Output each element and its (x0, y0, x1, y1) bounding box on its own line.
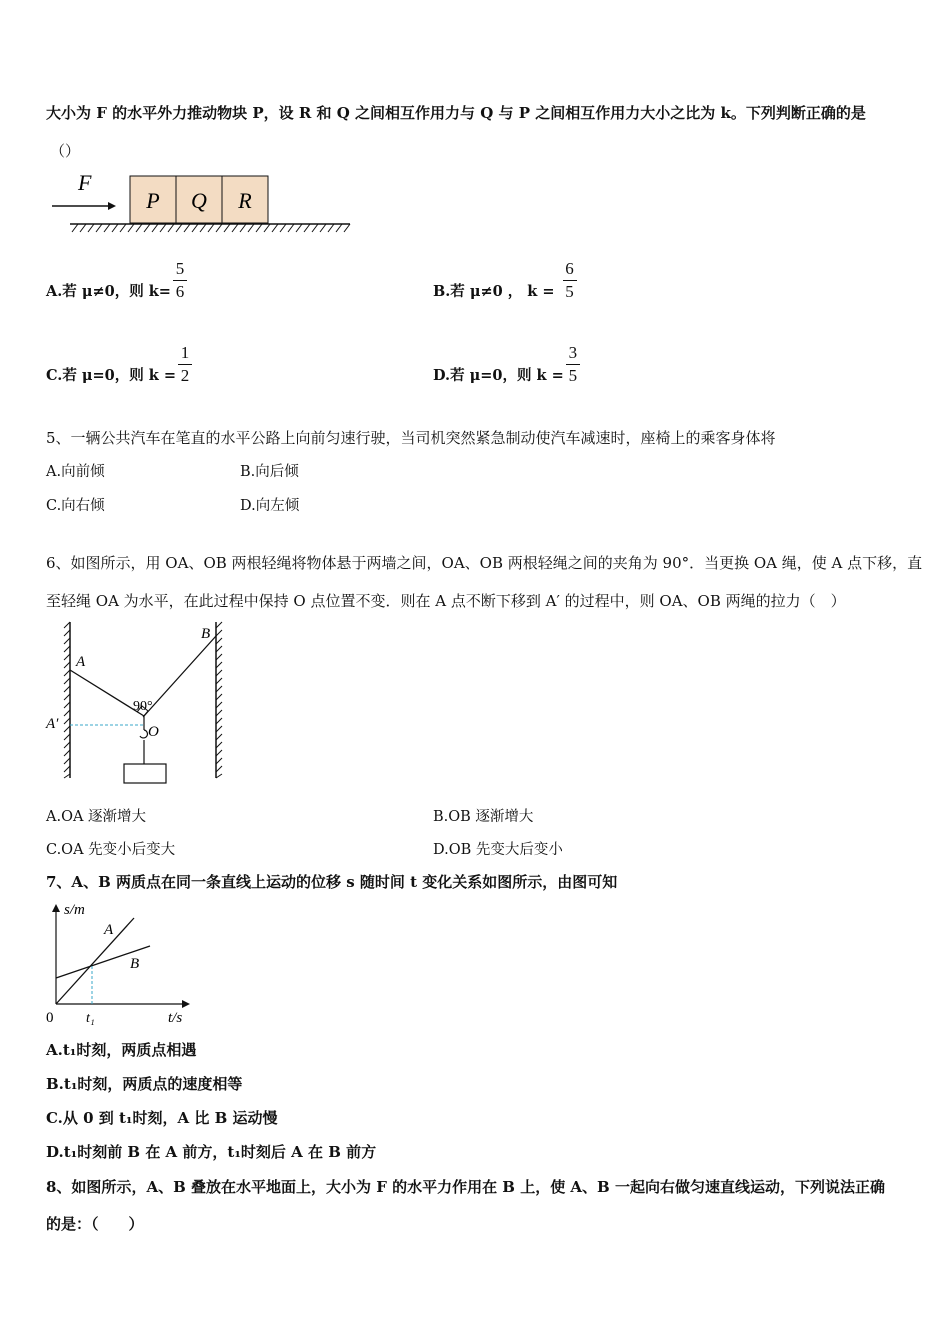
block-p-label: P (146, 188, 160, 213)
q5-option-b[interactable]: B.向后倾 (240, 464, 299, 480)
q7-stem: 7、A、B 两质点在同一条直线上运动的位移 s 随时间 t 变化关系如图所示，由图可知 (46, 873, 618, 891)
q4-option-c[interactable] (46, 342, 192, 385)
q7-option-d[interactable]: D.t₁时刻前 B 在 A 前方，t₁时刻后 A 在 B 前方 (46, 1143, 377, 1161)
q7-option-a[interactable]: A.t₁时刻，两质点相遇 (46, 1041, 197, 1059)
line-b-label: B (130, 956, 140, 972)
q4-option-d-text: D.若 μ=0，则 k = (433, 367, 564, 384)
t1-label: t₁ (86, 1011, 95, 1026)
q4-option-d[interactable] (433, 342, 580, 385)
q4-option-a[interactable] (46, 258, 187, 301)
q4-option-d-fraction: $\frac{3}{5}$ (566, 344, 580, 384)
rope-ob (144, 636, 216, 716)
q8-stem-line2: 的是：（ ） (46, 1215, 144, 1233)
q4-figure-blocks (46, 168, 356, 238)
q4-stem-line1: 大小为 F 的水平外力推动物块 P，设 R 和 Q 之间相互作用力与 Q 与 P 之间相互作用力大小之比为 k。下列判断正确的是 (46, 104, 866, 122)
q6-option-d[interactable]: D.OB 先变大后变小 (433, 842, 563, 858)
q4-option-a-fraction: $\frac{5}{6}$ (173, 260, 187, 300)
q6-stem-line2: 至轻绳 OA 为水平，在此过程中保持 O 点位置不变．则在 A 点不断下移到 A′ 的过程中，则 OA、OB 两绳的拉力（ ） (46, 592, 846, 610)
label-a: A (76, 654, 86, 670)
q4-option-b-fraction: $\frac{6}{5}$ (563, 260, 577, 300)
left-wall (64, 622, 70, 778)
q6-option-b[interactable]: B.OB 逐渐增大 (433, 809, 534, 825)
q7-figure-graph (44, 898, 194, 1028)
q7-option-b[interactable]: B.t₁时刻，两质点的速度相等 (46, 1075, 243, 1093)
ground-hatch (72, 224, 350, 232)
q4-option-b[interactable] (433, 258, 577, 301)
label-b: B (201, 626, 211, 642)
q4-option-b-text: B.若 μ≠0 ， k = (433, 283, 555, 300)
force-arrow-head (108, 202, 116, 210)
q4-option-c-fraction: $\frac{1}{2}$ (178, 344, 192, 384)
q5-option-a[interactable]: A.向前倾 (46, 464, 105, 480)
label-o: O (148, 724, 159, 740)
q5-option-c[interactable]: C.向右倾 (46, 498, 105, 514)
q6-stem-line1: 6、如图所示，用 OA、OB 两根轻绳将物体悬于两墙之间，OA、OB 两根轻绳之间的夹角为 90°．当更换 OA 绳，使 A 点下移，直 (46, 554, 923, 572)
q5-stem: 5、一辆公共汽车在笔直的水平公路上向前匀速行驶，当司机突然紧急制动使汽车减速时，座椅上的乘客身体将 (46, 429, 776, 447)
block-r-label: R (238, 188, 252, 213)
q4-option-a-text: A.若 μ≠0，则 k= (46, 283, 171, 300)
right-wall (216, 622, 222, 778)
y-axis-label: s/m (64, 902, 85, 918)
force-label: F (78, 170, 92, 195)
q6-option-c[interactable]: C.OA 先变小后变大 (46, 842, 176, 858)
q7-option-c[interactable]: C.从 0 到 t₁时刻，A 比 B 运动慢 (46, 1109, 278, 1127)
q6-figure-rope (44, 618, 234, 784)
label-a-prime: A′ (46, 716, 59, 732)
x-axis-arrow (182, 1000, 190, 1008)
hook (140, 730, 147, 738)
label-angle: 90° (133, 699, 153, 714)
q6-option-a[interactable]: A.OA 逐渐增大 (46, 809, 147, 825)
q8-stem-line1: 8、如图所示，A、B 叠放在水平地面上，大小为 F 的水平力作用在 B 上，使 A、B 一起向右做匀速直线运动，下列说法正确 (46, 1178, 885, 1196)
line-a-label: A (104, 922, 114, 938)
q5-option-d[interactable]: D.向左倾 (240, 498, 300, 514)
y-axis-arrow (52, 904, 60, 912)
q4-option-c-text: C.若 μ=0，则 k = (46, 367, 177, 384)
x-axis-label: t/s (168, 1010, 183, 1026)
hanging-box (124, 764, 166, 783)
origin-label: 0 (46, 1010, 54, 1026)
block-q-label: Q (191, 188, 207, 213)
q4-stem-line2: （） (50, 142, 81, 160)
line-a (56, 918, 134, 1004)
